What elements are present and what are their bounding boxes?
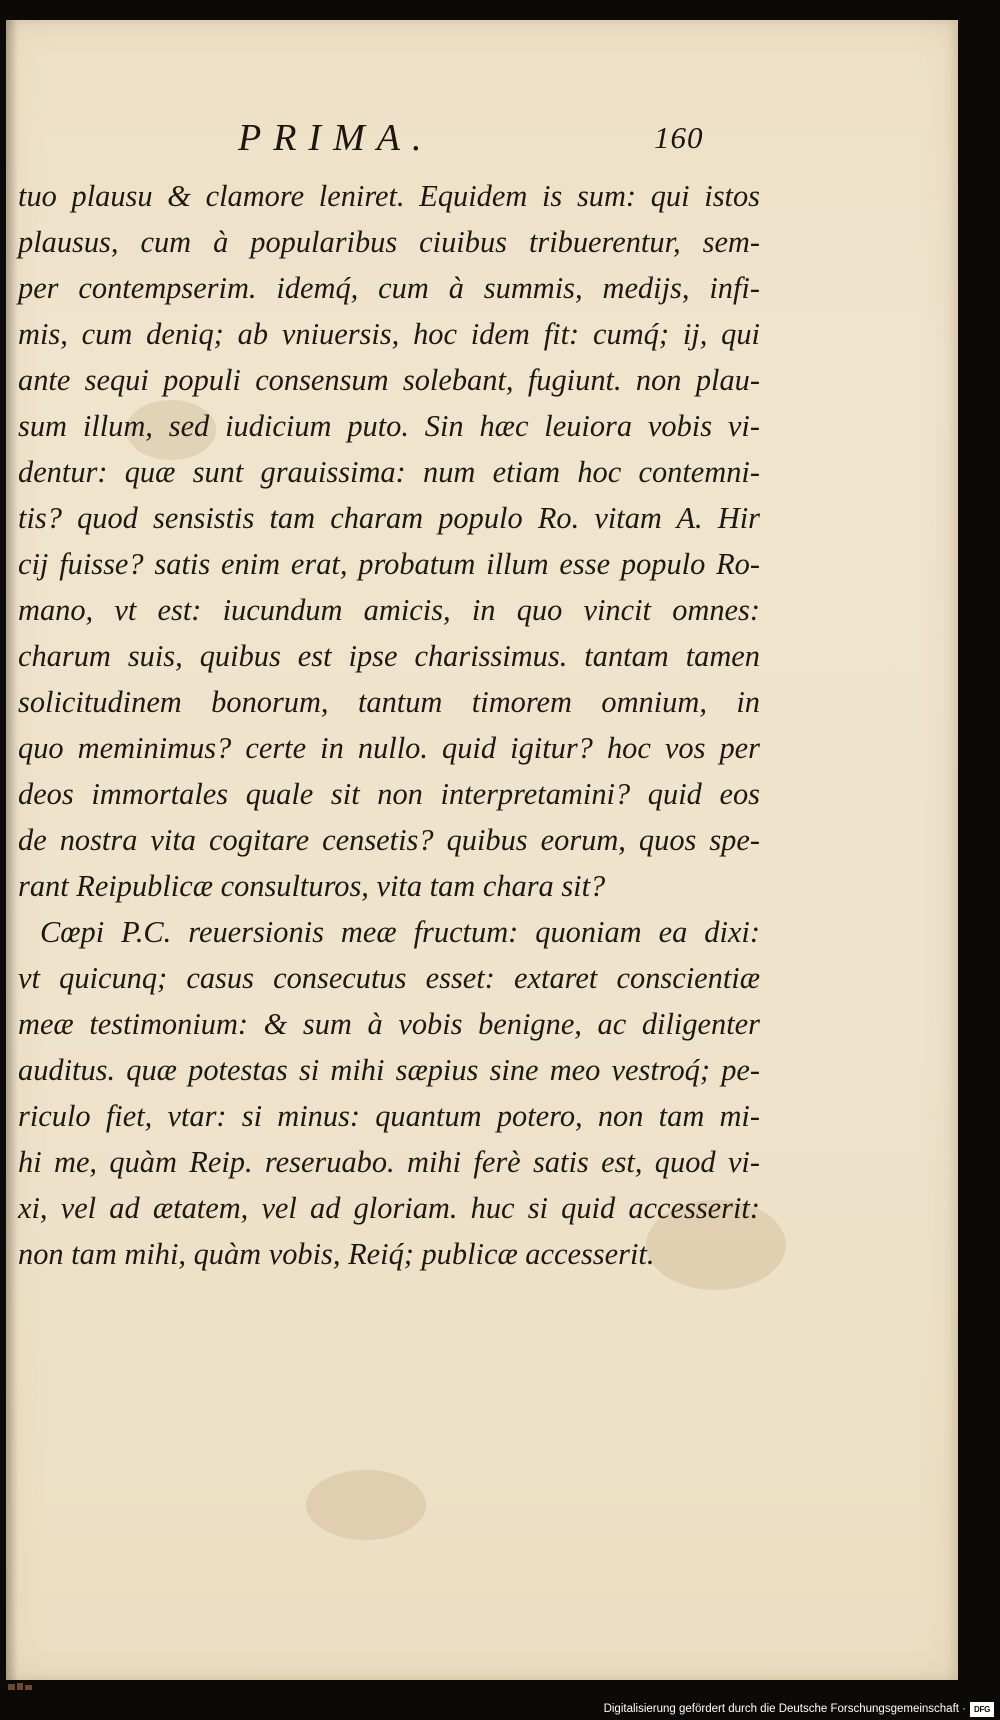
text-line: riculo fiet, vtar: si minus: quantum potero, non tam mi- xyxy=(18,1099,760,1133)
text-line: xi, vel ad ætatem, vel ad gloriam. huc si quid accesserit: xyxy=(18,1191,760,1225)
text-line: auditus. quæ potestas si mihi sæpius sine meo vestroq́; pe- xyxy=(18,1053,760,1087)
page-number: 160 xyxy=(654,120,704,155)
running-head xyxy=(6,116,958,168)
paragraph-start-line: Cœpi P.C. reuersionis meæ fructum: quoniam ea dixi: xyxy=(40,915,760,949)
text-line: vt quicunq; casus consecutus esset: extaret conscientiæ xyxy=(18,961,760,995)
text-line: non tam mihi, quàm vobis, Reiq́; publicæ accesserit. xyxy=(18,1237,655,1271)
text-line: charum suis, quibus est ipse charissimus. tantam tamen xyxy=(18,639,760,673)
text-line: hi me, quàm Reip. reseruabo. mihi ferè satis est, quod vi- xyxy=(18,1145,760,1179)
dfg-logo-icon xyxy=(970,1702,994,1717)
text-line: plausus, cum à popularibus ciuibus tribuerentur, sem- xyxy=(18,225,760,259)
digitization-footer xyxy=(604,1700,994,1718)
gutter-shadow xyxy=(6,20,18,1680)
text-line: per contempserim. idemq́, cum à summis, medijs, infi- xyxy=(18,271,760,305)
page-damage-mark xyxy=(8,1682,34,1692)
text-line: dentur: quæ sunt grauissima: num etiam hoc contemni- xyxy=(18,455,760,489)
text-line: tuo plausu & clamore leniret. Equidem is sum: qui istos xyxy=(18,179,760,213)
book-page xyxy=(6,20,958,1680)
dfg-logo-text: DFG xyxy=(974,1704,990,1714)
running-head-title: PRIMA. xyxy=(238,117,434,159)
footer-credit-text: Digitalisierung gefördert durch die Deutsche Forschungsgemeinschaft · xyxy=(603,1703,966,1715)
text-line: mano, vt est: iucundum amicis, in quo vincit omnes: xyxy=(18,593,760,627)
text-line: deos immortales quale sit non interpretamini? quid eos xyxy=(18,777,760,811)
text-line: cij fuisse? satis enim erat, probatum illum esse populo Ro- xyxy=(18,547,760,581)
text-line: ante sequi populi consensum solebant, fugiunt. non plau- xyxy=(18,363,760,397)
text-line: rant Reipublicæ consulturos, vita tam chara sit? xyxy=(18,869,606,903)
text-line: de nostra vita cogitare censetis? quibus eorum, quos spe- xyxy=(18,823,760,857)
text-line: tis? quod sensistis tam charam populo Ro. vitam A. Hir xyxy=(18,501,760,535)
text-line: quo meminimus? certe in nullo. quid igitur? hoc vos per xyxy=(18,731,760,765)
text-line: meæ testimonium: & sum à vobis benigne, ac diligenter xyxy=(18,1007,760,1041)
text-line: sum illum, sed iudicium puto. Sin hæc leuiora vobis vi- xyxy=(18,409,760,443)
text-line: solicitudinem bonorum, tantum timorem omnium, in xyxy=(18,685,760,719)
text-line: mis, cum deniq; ab vniuersis, hoc idem fit: cumq́; ij, qui xyxy=(18,317,760,351)
foxing-stain xyxy=(306,1470,426,1540)
